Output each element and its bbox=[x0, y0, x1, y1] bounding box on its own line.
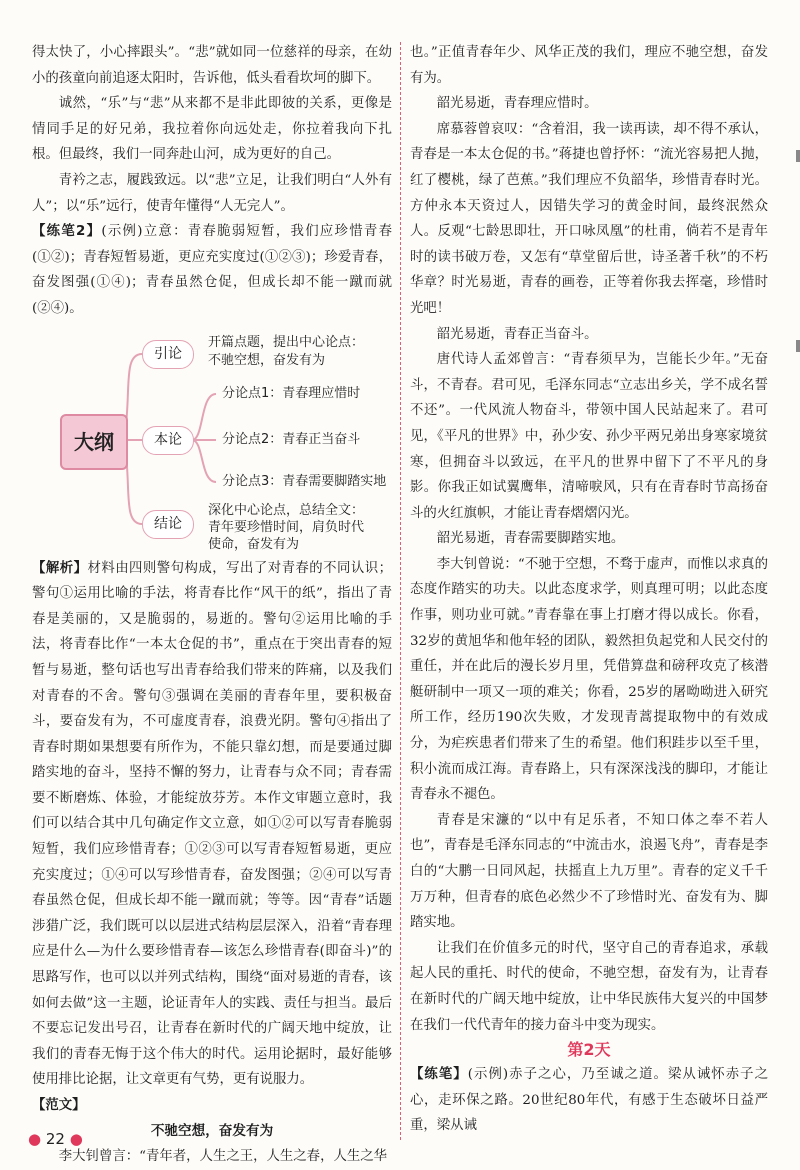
outline-yinlun: 引论 bbox=[142, 340, 194, 369]
edge-mark bbox=[796, 150, 800, 162]
jiexi-tag: 【解析】 bbox=[32, 560, 88, 576]
paragraph: 青衿之志，履践致远。以“悲”立足，让我们明白“人外有人”；以“乐”远行，使青年懂得“人无完人”。 bbox=[32, 172, 392, 214]
subheading: 韶光易逝，青春需要脚踏实地。 bbox=[436, 531, 625, 547]
outline-point3: 分论点3：青春需要脚踏实地 bbox=[222, 473, 387, 489]
lianbi-paragraph bbox=[410, 1062, 768, 1139]
fanwen-tag: 【范文】 bbox=[32, 1098, 86, 1113]
essay-title: 不驰空想，奋发有为 bbox=[150, 1122, 274, 1139]
paragraph: 席慕蓉曾哀叹：“含着泪，我一读再读，却不得不承认，青春是一本太仓促的书。”蒋捷也曾抒怀：“流光容易把人抛，红了樱桃，绿了芭蕉。”我们理应不负韶华，珍惜青春时光。方仲永本天资过人，因错失学习的黄金时间，最终泯然众人。反观“七龄思即壮，开口咏凤凰”的杜甫，倘若不是青年时的读书破万卷，又怎有“草堂留后世，诗圣著千秋”的不朽华章？时光易逝，青春的画卷，正等着你我去挥毫，珍惜时光吧！ bbox=[410, 121, 768, 316]
bullet-icon: ● bbox=[28, 1130, 42, 1148]
outline-jielun-line2: 青年要珍惜时间，肩负时代 bbox=[208, 519, 365, 535]
paragraph: 唐代诗人孟郊曾言：“青春须早为，岂能长少年。”无奋斗，不青春。君可见，毛泽东同志“立志出乡关，学不成名誓不还”。一代风流人物奋斗，带领中国人民站起来了。君可见，《平凡的世界》中，孙少安、孙少平两兄弟出身寒家境贫寒，但拥奋斗以致远，在平凡的世界中留下了不平凡的身影。你我正如试翼鹰隼，清啼唳风，只有在青春时节高扬奋斗的火红旗帜，才能让青春熠熠闪光。 bbox=[410, 352, 768, 521]
essay-paragraph: 李大钊曾言：“青年者，人生之王，人生之春，人生之华 bbox=[58, 1149, 388, 1165]
page-number: 22 bbox=[45, 1130, 65, 1148]
paragraph: 让我们在价值多元的时代，坚守自己的青春追求，承载起人民的重托、时代的使命，不驰空想，奋发有为，让青春在新时代的广阔天地中绽放，让中华民族伟大复兴的中国梦在我们一代代青年的接力奋斗中变为现实。 bbox=[410, 940, 768, 1033]
outline-jielun-line3: 使命，奋发有为 bbox=[208, 536, 300, 552]
page-number-area bbox=[28, 1130, 83, 1148]
outline-point2: 分论点2：青春正当奋斗 bbox=[222, 431, 361, 447]
jiexi-paragraph bbox=[32, 556, 392, 1093]
outline-yinlun-line1: 开篇点题，提出中心论点： bbox=[208, 334, 365, 350]
outline-center: 大纲 bbox=[60, 414, 128, 470]
paragraph: 诚然，“乐”与“悲”从来都不是非此即彼的关系，更像是情同手足的好兄弟，我拉着你向远处走，你拉着我向下扎根。但最终，我们一同奔赴山河，成为更好的自己。 bbox=[32, 96, 392, 163]
lianbi-text: (示例)赤子之心，乃至诚之道。梁从诫怀赤子之心，走环保之路。20世纪80年代，有感于生态破坏日益严重，梁从诫 bbox=[410, 1067, 768, 1134]
subheading: 韶光易逝，青春理应惜时。 bbox=[436, 96, 598, 112]
jiexi-text: 材料由四则警句构成，写出了对青春的不同认识；警句①运用比喻的手法，将青春比作“风干的纸”，指出了青春是美丽的，又是脆弱的，易逝的。警句②运用比喻的手法，将青春比作“一本太仓促的书”，重点在于突出青春的短暂与易逝，整句话也写出青春给我们带来的阵痛，以及我们对青春的不舍。警句③强调在美丽的青春年里，要积极奋斗，要奋发有为，不可虚度青春，浪费光阴。警句④指出了青春时期如果想要有所作为，不能只靠幻想，而是要通过脚踏实地的奋斗，坚持不懈的努力，让青春与众不同；青春需要不断磨炼、体验，才能绽放芬芳。本作文审题立意时，我们可以结合其中几句确定作文立意，如①②可以写青春脆弱短暂，我们应珍惜青春；①②③可以写青春短暂易逝，更应充实度过；①④可以写珍惜青春，奋发图强；②④可以写青春虽然仓促，但成长却不能一蹴而就；等等。因“青春”话题涉猎广泛，我们既可以以层进式结构层层深入，沿着“青春理应是什么—为什么要珍惜青春—该怎么珍惜青春(即奋斗)”的思路写作，也可以以并列式结构，围绕“面对易逝的青春，该如何去做”这一主题，论证青年人的实践、责任与担当。最后不要忘记发出号召，让青春在新时代的广阔天地中绽放，让我们的青春无悔于这个伟大的时代。运用论据时，最好能够使用排比论据，让文章更有气势，更有说服力。 bbox=[32, 560, 393, 1088]
paragraph: 也。”正值青春年少、风华正茂的我们，理应不驰空想，奋发有为。 bbox=[410, 45, 768, 86]
lianbi-tag: 【练笔】 bbox=[410, 1067, 468, 1083]
day-title: 第2天 bbox=[567, 1040, 611, 1060]
outline-point1: 分论点1：青春理应惜时 bbox=[222, 385, 361, 401]
bullet-icon: ● bbox=[69, 1130, 83, 1148]
edge-mark bbox=[796, 340, 800, 352]
outline-jielun: 结论 bbox=[142, 510, 194, 539]
right-column bbox=[410, 40, 768, 1139]
subheading: 韶光易逝，青春正当奋斗。 bbox=[436, 326, 598, 342]
outline-yinlun-line2: 不驰空想，奋发有为 bbox=[208, 352, 326, 368]
outline-jielun-line1: 深化中心论点，总结全文： bbox=[208, 502, 365, 518]
paragraph: 青春是宋濂的“以中有足乐者，不知口体之奉不若人也”，青春是毛泽东同志的“中流击水，浪遏飞舟”，青春是李白的“大鹏一日同风起，扶摇直上九万里”。青春的定义千千万万种，但青春的底色必然少不了珍惜时光、奋发有为、脚踏实地。 bbox=[410, 812, 768, 931]
column-divider bbox=[400, 42, 401, 1140]
fanwen-paragraph bbox=[32, 1093, 392, 1119]
left-column bbox=[32, 40, 392, 1170]
lianbi2-paragraph bbox=[32, 219, 392, 321]
lianbi2-text: (示例)立意：青春脆弱短暂，我们应珍惜青春(①②)；青春短暂易逝，更应充实度过(①②③)；珍爱青春，奋发图强(①④)；青春虽然仓促，但成长却不能一蹴而就(②④)。 bbox=[32, 224, 392, 316]
paragraph: 得太快了，小心摔跟头”。“悲”就如同一位慈祥的母亲，在幼小的孩童向前追逐太阳时，告诉他，低头看看坎坷的脚下。 bbox=[32, 45, 392, 86]
paragraph: 李大钊曾说：“不驰于空想，不骛于虚声，而惟以求真的态度作踏实的功夫。以此态度求学，则真理可明；以此态度作事，则功业可就。”青春靠在事上打磨才得以成长。你看，32岁的黄旭华和他年轻的团队，毅然担负起党和人民交付的重任，并在此后的漫长岁月里，凭借算盘和磅秤攻克了核潜艇研制中一项又一项的难关；你看，25岁的屠呦呦进入研究所工作，经历190次失败，才发现青蒿提取物中的有效成分，为疟疾患者们带来了生的希望。他们积跬步以至千里，积小流而成江海。青春路上，只有深深浅浅的脚印，才能让青春永不褪色。 bbox=[410, 556, 768, 803]
lianbi2-tag: 【练笔2】 bbox=[32, 224, 102, 240]
outline-benlun: 本论 bbox=[142, 426, 194, 455]
outline-diagram bbox=[32, 324, 392, 552]
